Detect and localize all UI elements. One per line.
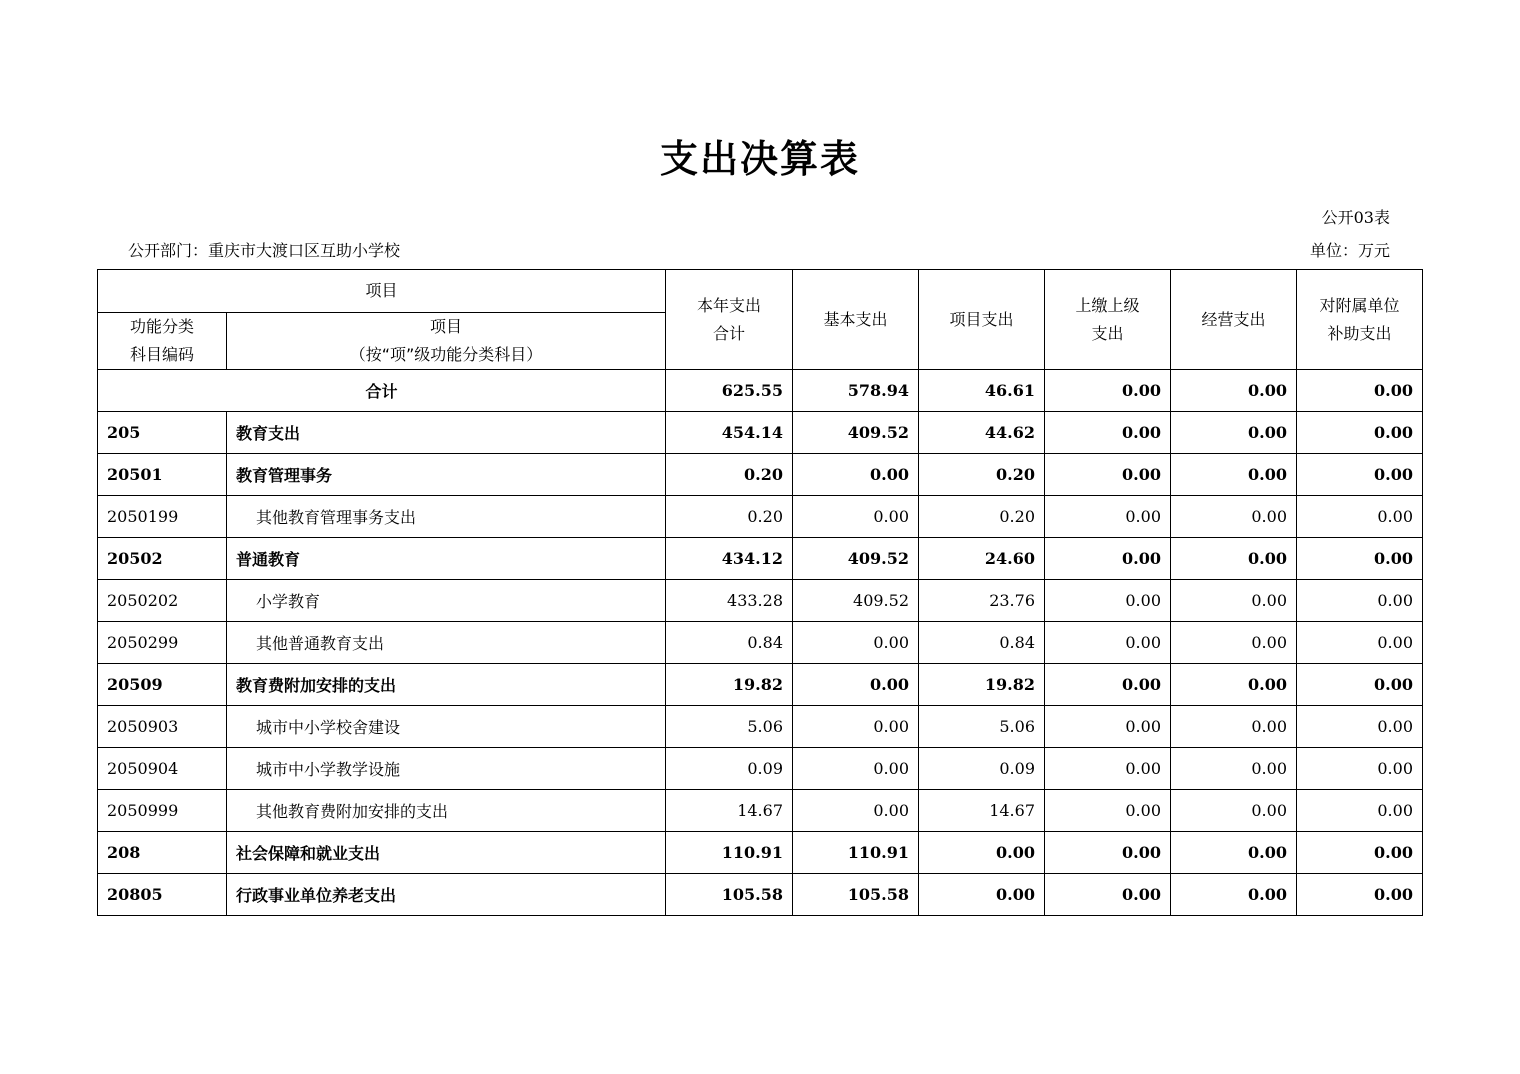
row-value: 0.20 [666, 454, 793, 496]
header-project: 项目支出 [919, 270, 1045, 370]
row-value: 0.84 [919, 622, 1045, 664]
row-value: 0.00 [793, 664, 919, 706]
row-value: 0.00 [1297, 454, 1423, 496]
row-code: 2050202 [98, 580, 227, 622]
row-value: 24.60 [919, 538, 1045, 580]
row-value: 454.14 [666, 412, 793, 454]
table-row [98, 538, 1423, 580]
header-item-line1: 项目 [429, 317, 462, 336]
row-value: 0.00 [1045, 664, 1171, 706]
row-value: 0.00 [1045, 706, 1171, 748]
header-subsidy-line1: 对附属单位 [1319, 295, 1400, 315]
unit-label: 单位：万元 [1309, 241, 1390, 260]
total-value: 0.00 [1171, 370, 1297, 412]
row-name: 其他教育费附加安排的支出 [227, 790, 666, 832]
row-value: 0.00 [1171, 748, 1297, 790]
total-value: 578.94 [793, 370, 919, 412]
row-value: 0.00 [1171, 790, 1297, 832]
department-label: 公开部门：重庆市大渡口区互助小学校 [128, 241, 401, 260]
row-value: 0.20 [666, 496, 793, 538]
row-value: 0.00 [919, 874, 1045, 916]
total-value: 625.55 [666, 370, 793, 412]
header-func-code [98, 313, 227, 370]
table-row [98, 622, 1423, 664]
header-basic: 基本支出 [793, 270, 919, 370]
row-name: 城市中小学教学设施 [227, 748, 666, 790]
row-name: 小学教育 [227, 580, 666, 622]
row-value: 0.09 [666, 748, 793, 790]
page-title: 支出决算表 [659, 137, 860, 181]
table-row [98, 874, 1423, 916]
row-value: 0.00 [1045, 790, 1171, 832]
row-value: 0.00 [793, 454, 919, 496]
header-subsidy-line2: 补助支出 [1327, 323, 1392, 343]
row-value: 5.06 [666, 706, 793, 748]
table-row [98, 790, 1423, 832]
header-func-code-line2: 科目编码 [129, 345, 194, 364]
row-value: 0.00 [1297, 496, 1423, 538]
row-code: 20805 [98, 874, 227, 916]
row-value: 0.00 [1171, 496, 1297, 538]
table-row [98, 412, 1423, 454]
row-value: 110.91 [666, 832, 793, 874]
row-name: 社会保障和就业支出 [227, 832, 666, 874]
row-value: 23.76 [919, 580, 1045, 622]
table-row [98, 454, 1423, 496]
row-value: 434.12 [666, 538, 793, 580]
row-code: 20509 [98, 664, 227, 706]
row-code: 20502 [98, 538, 227, 580]
table-row [98, 496, 1423, 538]
row-value: 409.52 [793, 538, 919, 580]
header-total-line1: 本年支出 [696, 295, 761, 315]
table-row [98, 580, 1423, 622]
row-code: 2050999 [98, 790, 227, 832]
row-value: 14.67 [666, 790, 793, 832]
row-value: 5.06 [919, 706, 1045, 748]
row-value: 0.00 [1297, 580, 1423, 622]
row-value: 0.00 [1045, 412, 1171, 454]
row-value: 0.00 [1297, 874, 1423, 916]
header-upper [1045, 270, 1171, 370]
total-value: 0.00 [1297, 370, 1423, 412]
row-value: 0.00 [1171, 664, 1297, 706]
row-value: 0.00 [1171, 622, 1297, 664]
row-code: 208 [98, 832, 227, 874]
header-business: 经营支出 [1171, 270, 1297, 370]
header-total [666, 270, 793, 370]
row-value: 0.00 [1171, 706, 1297, 748]
row-code: 2050299 [98, 622, 227, 664]
row-code: 20501 [98, 454, 227, 496]
row-value: 0.20 [919, 454, 1045, 496]
row-value: 0.00 [919, 832, 1045, 874]
table-row [98, 706, 1423, 748]
row-code: 205 [98, 412, 227, 454]
row-name: 其他普通教育支出 [227, 622, 666, 664]
row-value: 105.58 [793, 874, 919, 916]
header-upper-line2: 支出 [1091, 323, 1124, 343]
row-name: 教育费附加安排的支出 [227, 664, 666, 706]
row-name: 其他教育管理事务支出 [227, 496, 666, 538]
row-value: 0.00 [1171, 580, 1297, 622]
row-value: 0.00 [1171, 538, 1297, 580]
total-row [98, 370, 1423, 412]
table-row [98, 664, 1423, 706]
row-value: 0.00 [1297, 538, 1423, 580]
row-name: 教育支出 [227, 412, 666, 454]
row-value: 14.67 [919, 790, 1045, 832]
expenditure-table [97, 269, 1423, 916]
row-value: 0.00 [793, 790, 919, 832]
row-value: 0.00 [1045, 874, 1171, 916]
row-value: 409.52 [793, 412, 919, 454]
row-value: 0.00 [1297, 832, 1423, 874]
row-value: 0.00 [1297, 706, 1423, 748]
row-value: 19.82 [666, 664, 793, 706]
row-value: 0.00 [1171, 832, 1297, 874]
row-value: 44.62 [919, 412, 1045, 454]
row-value: 0.00 [1045, 580, 1171, 622]
row-value: 433.28 [666, 580, 793, 622]
row-value: 0.00 [1045, 748, 1171, 790]
row-code: 2050904 [98, 748, 227, 790]
row-value: 0.00 [1297, 622, 1423, 664]
row-value: 0.00 [1045, 538, 1171, 580]
row-value: 0.00 [1171, 412, 1297, 454]
row-value: 0.00 [1045, 622, 1171, 664]
total-value: 0.00 [1045, 370, 1171, 412]
row-code: 2050903 [98, 706, 227, 748]
row-value: 0.00 [793, 622, 919, 664]
row-name: 普通教育 [227, 538, 666, 580]
row-value: 0.00 [1171, 454, 1297, 496]
row-value: 0.00 [1297, 664, 1423, 706]
header-subsidy [1297, 270, 1423, 370]
row-value: 0.20 [919, 496, 1045, 538]
row-value: 0.00 [1297, 790, 1423, 832]
form-number: 公开03表 [1321, 208, 1390, 227]
row-value: 0.00 [1297, 412, 1423, 454]
total-value: 46.61 [919, 370, 1045, 412]
row-value: 409.52 [793, 580, 919, 622]
total-label: 合计 [98, 370, 666, 412]
row-value: 0.00 [793, 496, 919, 538]
row-value: 0.00 [1045, 454, 1171, 496]
row-value: 0.00 [1045, 832, 1171, 874]
header-total-line2: 合计 [712, 323, 745, 343]
row-name: 行政事业单位养老支出 [227, 874, 666, 916]
row-value: 19.82 [919, 664, 1045, 706]
row-value: 0.00 [793, 706, 919, 748]
header-upper-line1: 上缴上级 [1075, 295, 1140, 315]
row-value: 0.84 [666, 622, 793, 664]
header-func-code-line1: 功能分类 [129, 317, 194, 336]
row-code: 2050199 [98, 496, 227, 538]
row-value: 0.00 [1171, 874, 1297, 916]
row-value: 0.09 [919, 748, 1045, 790]
header-project-group: 项目 [98, 270, 666, 313]
row-value: 0.00 [1045, 496, 1171, 538]
table-row [98, 832, 1423, 874]
row-value: 105.58 [666, 874, 793, 916]
header-item [227, 313, 666, 370]
header-item-line2: （按“项”级功能分类科目） [349, 345, 543, 364]
row-value: 110.91 [793, 832, 919, 874]
table-row [98, 748, 1423, 790]
row-name: 城市中小学校舍建设 [227, 706, 666, 748]
row-value: 0.00 [793, 748, 919, 790]
row-value: 0.00 [1297, 748, 1423, 790]
row-name: 教育管理事务 [227, 454, 666, 496]
